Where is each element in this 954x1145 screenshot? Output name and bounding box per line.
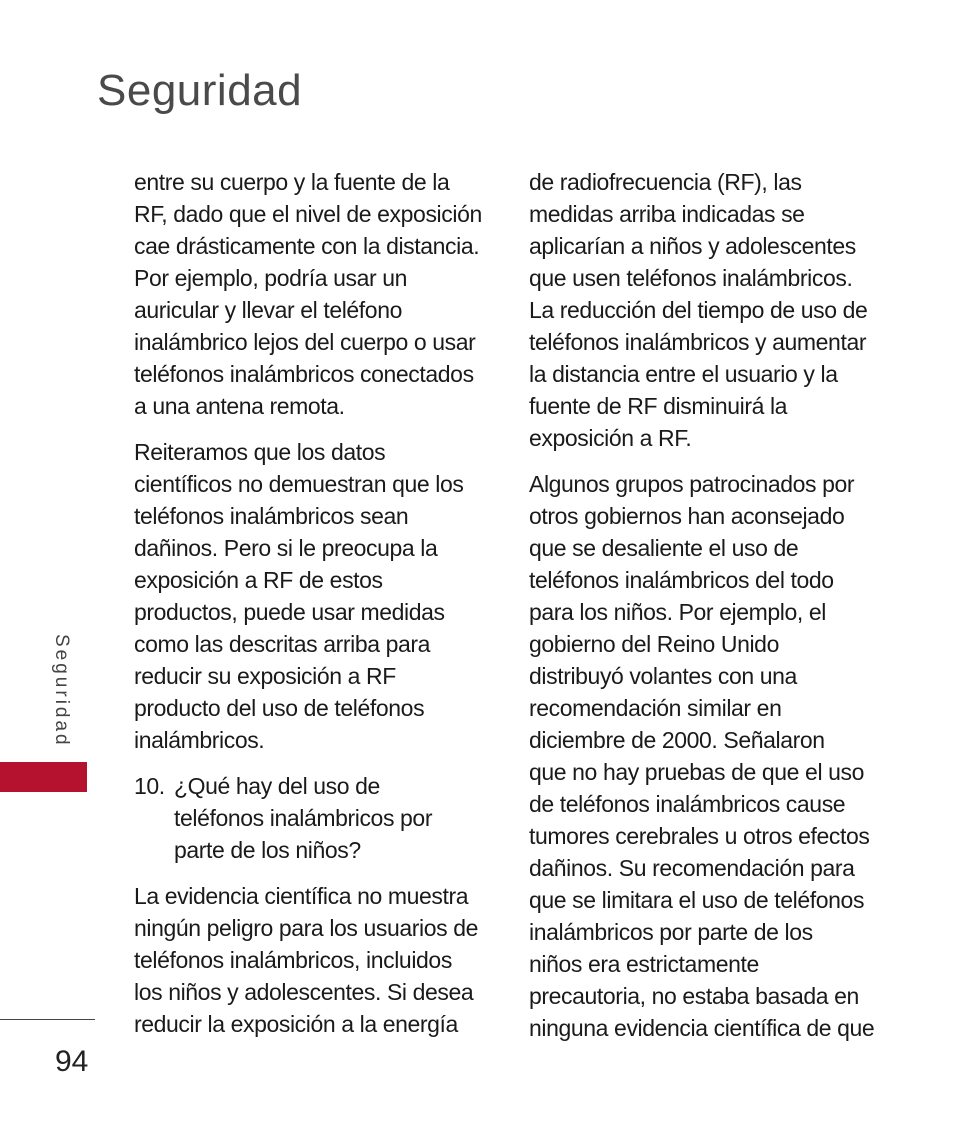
left-column [134, 166, 486, 1054]
section-marker-bar [0, 762, 87, 792]
paragraph: Reiteramos que los datos científicos no demuestran que los teléfonos inalámbricos sean dañinos. Pero si le preocupa la exposición a RF de estos productos, puede usar medidas como las descritas arriba para reducir su exposición a RF producto del uso de teléfonos inalámbricos. [134, 439, 464, 753]
footer-rule [0, 1019, 95, 1020]
question-number: 10. [134, 773, 165, 799]
question-heading [134, 770, 486, 866]
right-column [529, 166, 885, 1058]
page-number: 94 [55, 1045, 89, 1078]
page-title: Seguridad [97, 66, 303, 115]
paragraph: de radiofrecuencia (RF), las medidas arriba indicadas se aplicarían a niños y adolescentes que usen teléfonos inalámbricos. La reducción del tiempo de uso de teléfonos inalámbricos y aumentar la distancia entre el usuario y la fuente de RF disminuirá la exposición a RF. [529, 169, 868, 451]
paragraph: entre su cuerpo y la fuente de la RF, dado que el nivel de exposición cae drásticamente con la distancia. Por ejemplo, podría usar un auricular y llevar el teléfono inalámbrico lejos del cuerpo o usar teléfonos inalámbricos conectados a una antena remota. [134, 169, 482, 419]
side-tab [50, 634, 80, 754]
side-tab-label: Seguridad [51, 634, 72, 748]
paragraph: La evidencia científica no muestra ningún peligro para los usuarios de teléfonos inalámbricos, incluidos los niños y adolescentes. Si desea reducir la exposición a la energía [134, 883, 479, 1037]
question-text: ¿Qué hay del uso de teléfonos inalámbricos por parte de los niños? [174, 773, 433, 863]
paragraph: Algunos grupos patrocinados por otros gobiernos han aconsejado que se desaliente el uso de teléfonos inalámbricos del todo para los niños. Por ejemplo, el gobierno del Reino Unido distribuyó volantes con una recomendación similar en diciembre de 2000. Señalaron que no hay pruebas de que el uso de teléfonos inalámbricos cause tumores cerebrales u otros efectos dañinos. Su recomendación para que se limitara el uso de teléfonos inalámbricos por parte de los niños era estrictamente precautoria, no estaba basada en ninguna evidencia científica de que [529, 471, 875, 1041]
